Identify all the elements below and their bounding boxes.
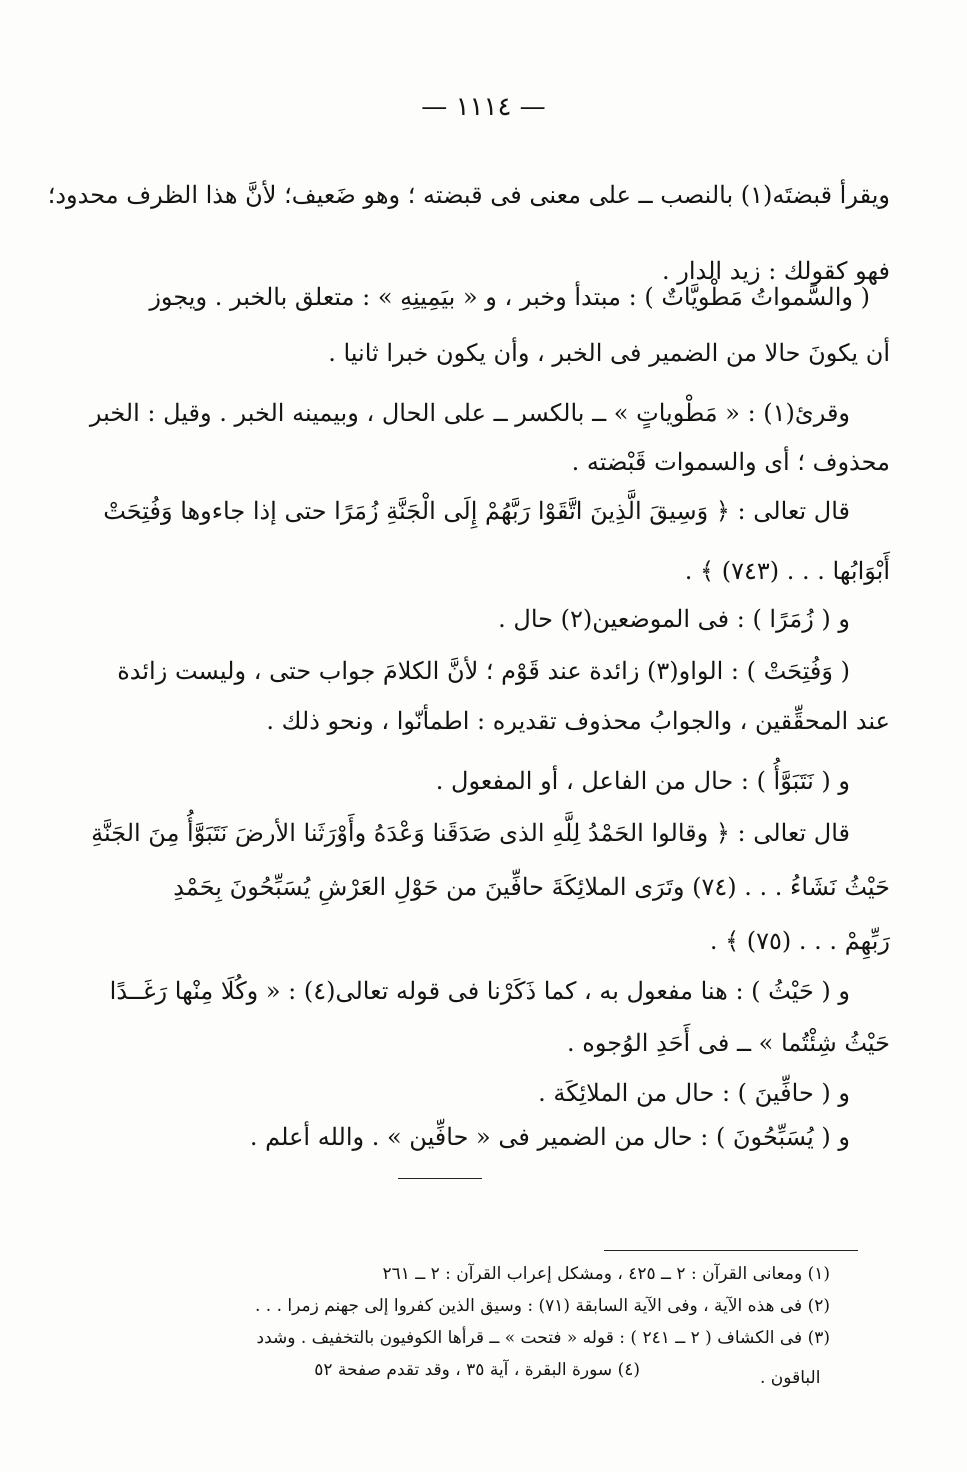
text-line: ويقرأ قبضتَه(١) بالنصب ــ على معنى فى قبضته ؛ وهو ضَعيف؛ لأنَّ هذا الظرف محدود؛ xyxy=(47,181,890,209)
section-divider xyxy=(398,1178,482,1179)
quran-verse-line: أَبْوَابُها . . . (٧٤٣) ﴾ . xyxy=(684,557,890,585)
text-line: و ( يُسَبِّحُونَ ) : حال من الضمير فى « حافِّين » . والله أعلم . xyxy=(249,1123,850,1151)
text-line: و ( زُمَرًا ) : فى الموضعين(٢) حال . xyxy=(498,605,850,633)
footnote: (١) ومعانى القرآن : ٢ ــ ٤٢٥ ، ومشكل إعراب القرآن : ٢ ــ ٢٦١ xyxy=(382,1264,830,1284)
quran-verse-line: حَيْثُ نَشَاءُ . . . (٧٤) وتَرَى الملائِكَةَ حافِّينَ من حَوْلِ العَرْشِ يُسَبِّحُونَ بِحَمْدِ xyxy=(173,873,890,901)
text-line: و ( حَيْثُ ) : هنا مفعول به ، كما ذَكَرْنا فى قوله تعالى(٤) : « وكُلَا مِنْها رَغَــدًا xyxy=(109,977,850,1005)
text-line: وقرئ(١) : « مَطْوياتٍ » ــ بالكسر ــ على الحال ، وبيمينه الخبر . وقيل : الخبر xyxy=(89,399,850,427)
quran-verse-line: رَبِّهِمْ . . . (٧٥) ﴾ . xyxy=(709,927,890,955)
footnote-divider xyxy=(604,1250,858,1251)
page-number: — ١١١٤ — xyxy=(421,92,546,122)
quran-verse-line: قال تعالى : ﴿ وقالوا الحَمْدُ لِلَّهِ الذى صَدَقَنا وَعْدَهُ وأَوْرَثَنا الأرضَ نَتَبَوَّأُ مِنَ الجَنَّةِ xyxy=(91,819,850,847)
text-line: عند المحقِّقين ، والجوابُ محذوف تقديره : اطمأنّوا ، ونحو ذلك . xyxy=(266,707,890,735)
footnote: (٢) فى هذه الآية ، وفى الآية السابقة (٧١) : وسيق الذين كفروا إلى جهنم زمرا . . . xyxy=(254,1296,830,1316)
text-line: و ( نَتَبَوَّأُ ) : حال من الفاعل ، أو المفعول . xyxy=(435,767,850,795)
footnote: (٤) سورة البقرة ، آية ٣٥ ، وقد تقدم صفحة ٥٢ xyxy=(314,1360,640,1380)
text-line: ( وَفُتِحَتْ ) : الواو(٣) زائدة عند قَوْم ؛ لأنَّ الكلامَ جواب حتى ، وليست زائدة xyxy=(117,657,850,685)
text-line: فهو كقولك : زيد الدار . xyxy=(662,257,890,285)
text-line: حَيْثُ شِئْتُما » ــ فى أَحَدِ الوُجوه . xyxy=(567,1029,890,1057)
text-line: أن يكونَ حالا من الضمير فى الخبر ، وأن يكون خبرا ثانيا . xyxy=(328,339,890,367)
text-line: و ( حافِّينَ ) : حال من الملائِكَة . xyxy=(538,1079,850,1107)
footnote: (٣) فى الكشاف ( ٢ ــ ٢٤١ ) : قوله « فتحت » ــ قرأها الكوفيون بالتخفيف . وشدد xyxy=(256,1328,830,1348)
footnote-continuation: الباقون . xyxy=(760,1368,821,1388)
text-line: ( والسَّمواتُ مَطْويَّاتٌ ) : مبتدأ وخبر ، و « بيَمِينِهِ » : متعلق بالخبر . ويجوز xyxy=(149,283,870,311)
text-line: محذوف ؛ أى والسموات قَبْضته . xyxy=(571,448,890,476)
quran-verse-line: قال تعالى : ﴿ وَسِيقَ الَّذِينَ اتَّقَوْا رَبَّهُمْ إِلَى الْجَنَّةِ زُمَرًا حتى إذا جاءوها وَفُتِحَتْ xyxy=(103,497,850,525)
